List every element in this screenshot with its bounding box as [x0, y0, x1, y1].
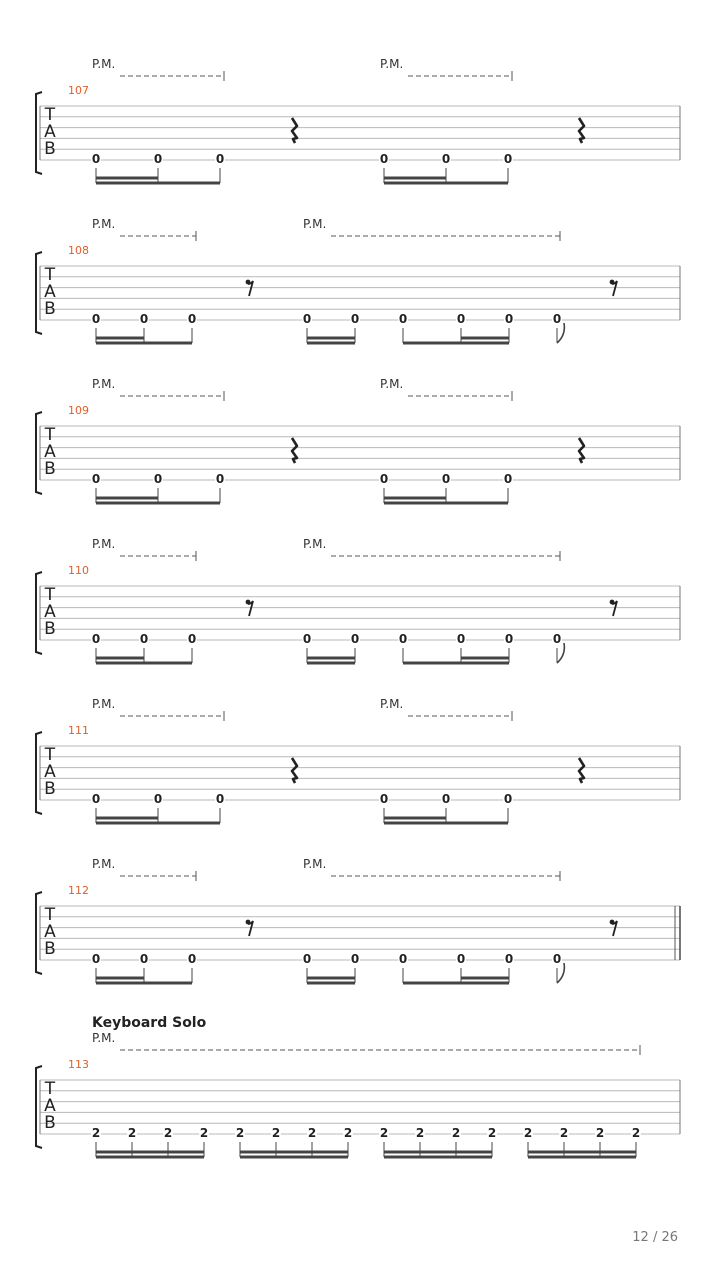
tab-clef-letter: A	[44, 922, 56, 942]
tab-clef-letter: A	[44, 1096, 56, 1116]
tab-clef-letter: T	[44, 585, 56, 605]
palm-mute-marking	[380, 697, 512, 721]
palm-mute-marking	[92, 857, 196, 881]
palm-mute-label: P.M.	[380, 57, 404, 71]
tab-clef-letter: B	[44, 1113, 56, 1133]
measure-number: 110	[68, 564, 89, 577]
fret-number: 0	[153, 472, 163, 486]
eighth-rest-stem	[248, 921, 253, 936]
fret-number: 0	[350, 952, 360, 966]
quarter-rest-icon	[292, 118, 297, 143]
system-bracket	[36, 412, 42, 494]
measure-number: 109	[68, 404, 89, 417]
tab-clef-letter: T	[44, 265, 56, 285]
palm-mute-marking	[92, 217, 196, 241]
palm-mute-marking	[380, 57, 512, 81]
tab-clef-letter: B	[44, 939, 56, 959]
fret-number: 2	[343, 1126, 353, 1140]
fret-number: 0	[441, 472, 451, 486]
eighth-note-flag	[557, 323, 564, 343]
tab-system-111	[36, 697, 680, 823]
tab-system-108	[36, 217, 680, 343]
tab-system-110	[36, 537, 680, 663]
palm-mute-label: P.M.	[380, 377, 404, 391]
tab-clef-letter: B	[44, 299, 56, 319]
fret-number: 2	[163, 1126, 173, 1140]
fret-number: 0	[379, 152, 389, 166]
palm-mute-marking	[92, 697, 224, 721]
fret-number: 0	[139, 632, 149, 646]
tab-clef-letter: T	[44, 905, 56, 925]
palm-mute-label: P.M.	[303, 857, 327, 871]
tab-clef-letter: A	[44, 762, 56, 782]
measure-number: 108	[68, 244, 89, 257]
fret-number: 0	[398, 312, 408, 326]
system-bracket	[36, 732, 42, 814]
fret-number: 2	[199, 1126, 209, 1140]
fret-number: 2	[307, 1126, 317, 1140]
tab-system-109	[36, 377, 680, 503]
palm-mute-marking	[92, 1031, 640, 1055]
fret-number: 0	[91, 312, 101, 326]
fret-number: 2	[235, 1126, 245, 1140]
tab-clef-letter: T	[44, 745, 56, 765]
eighth-rest-stem	[248, 281, 253, 296]
system-bracket	[36, 252, 42, 334]
tab-clef-letter: A	[44, 122, 56, 142]
fret-number: 0	[153, 152, 163, 166]
palm-mute-label: P.M.	[92, 697, 116, 711]
quarter-rest-icon	[292, 758, 297, 783]
fret-number: 0	[215, 472, 225, 486]
fret-number: 0	[552, 952, 562, 966]
tab-clef-letter: B	[44, 139, 56, 159]
quarter-rest-icon	[579, 758, 584, 783]
fret-number: 0	[350, 312, 360, 326]
fret-number: 0	[503, 792, 513, 806]
fret-number: 0	[552, 312, 562, 326]
fret-number: 2	[631, 1126, 641, 1140]
measure-number: 113	[68, 1058, 89, 1071]
system-bracket	[36, 892, 42, 974]
tab-system-112	[36, 857, 680, 983]
fret-number: 0	[552, 632, 562, 646]
tab-clef-letter: T	[44, 105, 56, 125]
palm-mute-label: P.M.	[92, 57, 116, 71]
tab-clef-letter: B	[44, 459, 56, 479]
fret-number: 0	[187, 312, 197, 326]
system-bracket	[36, 1066, 42, 1148]
fret-number: 2	[595, 1126, 605, 1140]
tab-clef-letter: T	[44, 1079, 56, 1099]
quarter-rest-icon	[292, 438, 297, 463]
fret-number: 0	[379, 472, 389, 486]
system-bracket	[36, 92, 42, 174]
palm-mute-marking	[303, 857, 560, 881]
fret-number: 0	[503, 472, 513, 486]
palm-mute-label: P.M.	[92, 377, 116, 391]
fret-number: 2	[271, 1126, 281, 1140]
fret-number: 0	[398, 952, 408, 966]
fret-number: 0	[503, 152, 513, 166]
fret-number: 0	[91, 952, 101, 966]
palm-mute-label: P.M.	[380, 697, 404, 711]
fret-number: 0	[302, 312, 312, 326]
fret-number: 0	[441, 152, 451, 166]
fret-number: 0	[215, 792, 225, 806]
palm-mute-label: P.M.	[92, 537, 116, 551]
palm-mute-marking	[92, 377, 224, 401]
palm-mute-marking	[92, 537, 196, 561]
fret-number: 2	[523, 1126, 533, 1140]
tab-clef-letter: T	[44, 425, 56, 445]
quarter-rest-icon	[579, 438, 584, 463]
page-number: 12 / 26	[632, 1230, 678, 1245]
tab-clef-letter: B	[44, 779, 56, 799]
eighth-rest-stem	[612, 281, 617, 296]
palm-mute-marking	[380, 377, 512, 401]
palm-mute-marking	[92, 57, 224, 81]
eighth-note-flag	[557, 963, 564, 983]
fret-number: 2	[415, 1126, 425, 1140]
fret-number: 2	[91, 1126, 101, 1140]
fret-number: 2	[379, 1126, 389, 1140]
fret-number: 0	[302, 632, 312, 646]
fret-number: 0	[215, 152, 225, 166]
eighth-rest-stem	[612, 601, 617, 616]
fret-number: 0	[91, 632, 101, 646]
tab-clef-letter: A	[44, 442, 56, 462]
fret-number: 0	[504, 312, 514, 326]
fret-number: 0	[398, 632, 408, 646]
palm-mute-label: P.M.	[303, 217, 327, 231]
palm-mute-label: P.M.	[92, 217, 116, 231]
fret-number: 0	[504, 632, 514, 646]
fret-number: 0	[187, 632, 197, 646]
fret-number: 0	[139, 312, 149, 326]
measure-number: 112	[68, 884, 89, 897]
fret-number: 0	[91, 792, 101, 806]
palm-mute-label: P.M.	[92, 857, 116, 871]
fret-number: 0	[379, 792, 389, 806]
fret-number: 0	[504, 952, 514, 966]
palm-mute-label: P.M.	[303, 537, 327, 551]
fret-number: 0	[456, 952, 466, 966]
fret-number: 2	[487, 1126, 497, 1140]
tab-clef-letter: A	[44, 602, 56, 622]
system-bracket	[36, 572, 42, 654]
measure-number: 111	[68, 724, 89, 737]
tab-system-113	[36, 1015, 680, 1157]
fret-number: 0	[139, 952, 149, 966]
fret-number: 2	[559, 1126, 569, 1140]
fret-number: 0	[153, 792, 163, 806]
fret-number: 0	[456, 632, 466, 646]
measure-number: 107	[68, 84, 89, 97]
fret-number: 0	[91, 152, 101, 166]
palm-mute-marking	[303, 217, 560, 241]
fret-number: 0	[441, 792, 451, 806]
quarter-rest-icon	[579, 118, 584, 143]
fret-number: 0	[91, 472, 101, 486]
section-title: Keyboard Solo	[92, 1015, 207, 1031]
eighth-rest-stem	[612, 921, 617, 936]
fret-number: 0	[456, 312, 466, 326]
fret-number: 2	[451, 1126, 461, 1140]
palm-mute-marking	[303, 537, 560, 561]
tab-clef-letter: B	[44, 619, 56, 639]
fret-number: 0	[187, 952, 197, 966]
fret-number: 0	[302, 952, 312, 966]
palm-mute-label: P.M.	[92, 1031, 116, 1045]
tab-system-107	[36, 57, 680, 183]
fret-number: 0	[350, 632, 360, 646]
eighth-note-flag	[557, 643, 564, 663]
eighth-rest-stem	[248, 601, 253, 616]
fret-number: 2	[127, 1126, 137, 1140]
tab-clef-letter: A	[44, 282, 56, 302]
